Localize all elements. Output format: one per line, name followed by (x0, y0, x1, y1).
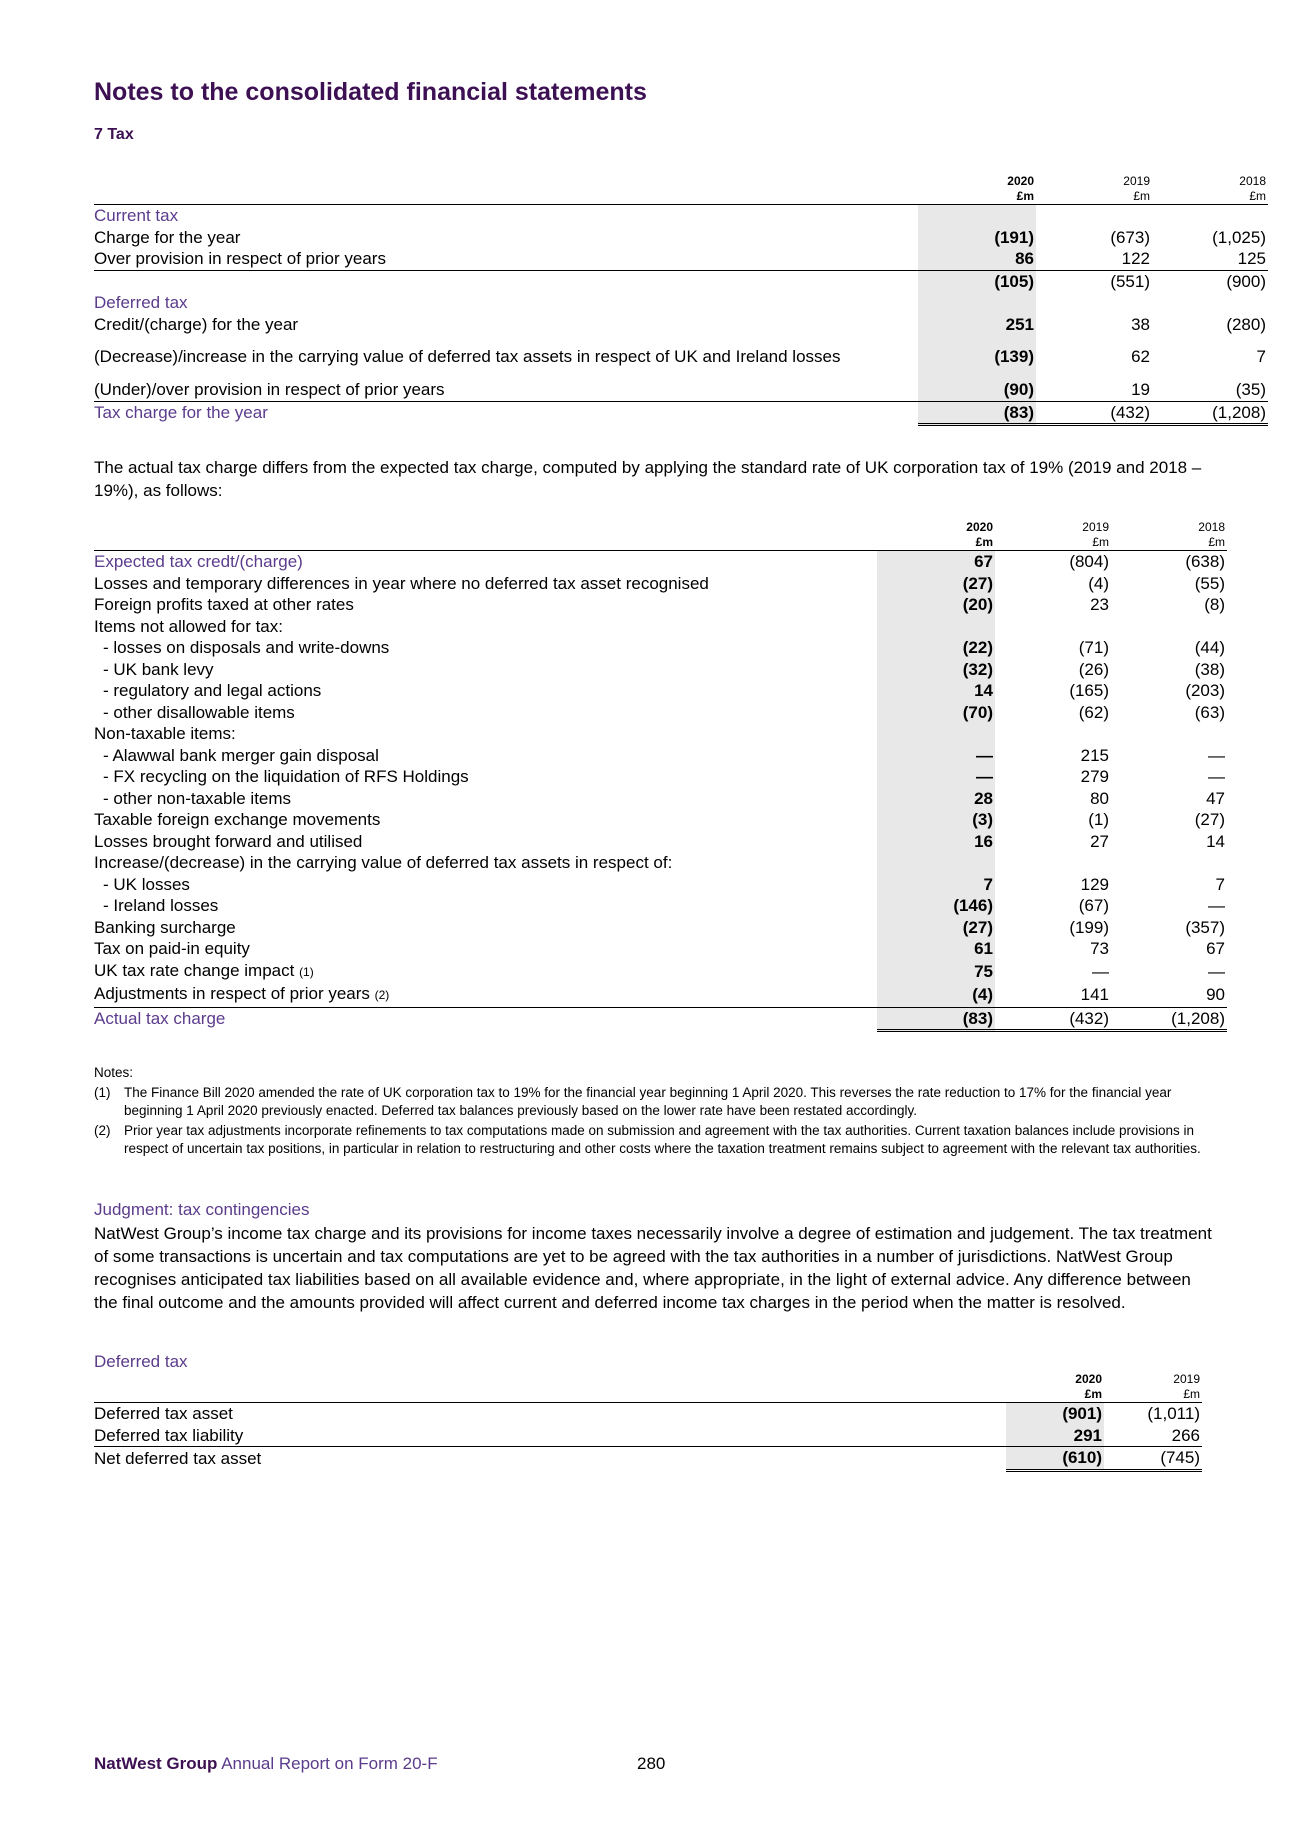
row-label-text: - other non-taxable items (103, 788, 292, 808)
footer-brand: NatWest Group (94, 1754, 218, 1773)
row-label: Deferred tax asset (94, 1404, 233, 1423)
col-2019: 2019 (1173, 1372, 1200, 1386)
table-row (94, 745, 1227, 767)
row-label-text: Adjustments in respect of prior years (94, 984, 370, 1003)
total-row (94, 1007, 1227, 1031)
value-2018: 14 (1206, 831, 1225, 851)
judgment-heading: Judgment: tax contingencies (94, 1200, 310, 1219)
row-label: Deferred tax liability (94, 1425, 244, 1445)
row-label (94, 766, 877, 788)
value-2019: 23 (1090, 595, 1109, 614)
row-label-text: - losses on disposals and write-downs (103, 638, 390, 657)
value-2020 (877, 723, 995, 745)
row-label (94, 809, 877, 831)
value-2019: 266 (1171, 1425, 1200, 1445)
value-2020: (20) (877, 594, 995, 616)
total-2019: (432) (1036, 401, 1152, 425)
subtotal-row (94, 270, 1268, 292)
unit-2019: £m (1104, 1387, 1202, 1403)
table-row (94, 874, 1227, 896)
row-label (94, 659, 877, 681)
subtotal-2020: (105) (918, 270, 1036, 292)
table-header-years (94, 516, 1227, 535)
row-label: (Under)/over provision in respect of prior years (94, 380, 445, 399)
row-label-text: UK tax rate change impact (94, 960, 295, 980)
row-label: Charge for the year (94, 227, 241, 247)
value-2018: 67 (1206, 939, 1225, 958)
value-2018: (203) (1185, 681, 1225, 700)
total-2018: (1,208) (1152, 401, 1268, 425)
table-header-units (94, 535, 1227, 551)
total-row (94, 1447, 1202, 1471)
table-header-years (94, 1372, 1202, 1387)
row-label (94, 938, 877, 960)
unit-2020: £m (1006, 1387, 1104, 1403)
row-label (94, 983, 877, 1007)
row-label (94, 874, 877, 896)
table-row (94, 314, 1268, 336)
value-2019: 80 (1090, 788, 1109, 808)
row-label: Credit/(charge) for the year (94, 314, 299, 334)
value-2020: — (877, 766, 995, 788)
value-2020: 75 (877, 960, 995, 984)
table-row (94, 227, 1268, 249)
value-2018: 7 (1256, 347, 1266, 366)
judgment-text: NatWest Group’s income tax charge and its provisions for income taxes necessarily involve a degree of estimation and judgement. The tax treatment of some transactions is uncertain and tax computations are yet to be agreed with the tax authorities in a number of jurisdictions. NatWest Group recognises anticipated tax liabilities based on all available evidence and, where appropriate, in the light of external advice. Any difference between the final outcome and the amounts provided will affect current and deferred income tax charges in the period when the matter is resolved. (94, 1224, 1212, 1312)
row-label-text: - UK bank levy (103, 659, 214, 679)
table-row (94, 1403, 1202, 1425)
value-2019: 62 (1131, 347, 1150, 366)
row-label-text: Banking surcharge (94, 917, 236, 937)
col-2020: 2020 (1006, 1372, 1104, 1387)
row-label (94, 745, 877, 767)
value-2019: 122 (1121, 249, 1150, 268)
section-title: 7 Tax (94, 126, 134, 143)
row-label-text: Increase/(decrease) in the carrying value of deferred tax assets in respect of: (94, 853, 673, 872)
total-2020: (610) (1006, 1447, 1104, 1471)
value-2018: (63) (1194, 702, 1225, 722)
table-row (94, 551, 1227, 573)
value-2020: (32) (877, 659, 995, 681)
unit-2019: £m (1036, 189, 1152, 205)
total-2020: (83) (877, 1007, 995, 1031)
value-2018: 90 (1206, 985, 1225, 1004)
value-2018: (44) (1194, 638, 1225, 657)
row-label-text: - UK losses (103, 874, 190, 894)
value-2018: (638) (1185, 552, 1225, 571)
value-2019: 27 (1090, 831, 1109, 851)
row-label (94, 895, 877, 917)
value-2018: — (1208, 961, 1225, 981)
table-row (94, 292, 1268, 314)
table-row (94, 960, 1227, 984)
unit-2020: £m (877, 535, 995, 551)
value-2019: 141 (1080, 985, 1109, 1004)
value-2018: 47 (1206, 788, 1225, 808)
value-2020: (90) (918, 379, 1036, 401)
table-row (94, 831, 1227, 853)
row-label-text: Losses and temporary differences in year where no deferred tax asset recognised (94, 573, 709, 593)
row-label (94, 723, 877, 745)
table-row (94, 205, 1268, 227)
total-row (94, 401, 1268, 425)
value-2019: (62) (1078, 702, 1109, 722)
unit-2018: £m (1152, 189, 1268, 205)
value-2020: 14 (877, 680, 995, 702)
table-row (94, 917, 1227, 939)
col-2020: 2020 (877, 516, 995, 535)
row-label: (Decrease)/increase in the carrying value of deferred tax assets in respect of UK and Ireland losses (94, 347, 841, 366)
note-text: Prior year tax adjustments incorporate refinements to tax computations made on submission and agreement with the tax authorities. Current taxation balances include provisions in respect of uncertain tax positions, in particular in relation to restructuring and other costs where the taxation treatment remains subject to agreement with the relevant tax authorities. (124, 1123, 1201, 1156)
value-2019: (67) (1078, 896, 1109, 915)
row-label (94, 551, 877, 573)
value-2019: (71) (1078, 638, 1109, 657)
row-label-text: - other disallowable items (103, 702, 295, 722)
row-label-text: - regulatory and legal actions (103, 681, 322, 700)
col-2018: 2018 (1239, 174, 1266, 188)
note-reference: (1) (299, 964, 314, 979)
value-2020 (877, 852, 995, 874)
value-2020: 291 (1006, 1425, 1104, 1447)
row-label-text: Foreign profits taxed at other rates (94, 595, 354, 614)
value-2020: 67 (877, 551, 995, 573)
table-row (94, 680, 1227, 702)
table-header-units (94, 1387, 1202, 1403)
table-row (94, 637, 1227, 659)
total-label: Tax charge for the year (94, 401, 918, 425)
row-label-text: Tax on paid-in equity (94, 939, 250, 958)
value-2020: 16 (877, 831, 995, 853)
row-label-text: Expected tax credt/(charge) (94, 552, 303, 571)
note-item (94, 1084, 1209, 1120)
value-2020: (139) (918, 335, 1036, 379)
value-2020: (901) (1006, 1403, 1104, 1425)
row-label (94, 616, 877, 638)
deferred-tax-heading: Deferred tax (94, 293, 188, 312)
row-label (94, 831, 877, 853)
table-row (94, 1425, 1202, 1447)
row-label (94, 960, 877, 984)
value-2020: 61 (877, 938, 995, 960)
value-2019: (199) (1069, 917, 1109, 937)
tax-charge-table (94, 170, 1268, 426)
value-2018 (1111, 616, 1227, 638)
value-2019: 279 (1080, 767, 1109, 786)
row-label (94, 594, 877, 616)
value-2020: (146) (877, 895, 995, 917)
value-2020: (27) (877, 917, 995, 939)
row-label-text: - Alawwal bank merger gain disposal (103, 745, 379, 765)
page-number: 280 (637, 1754, 666, 1773)
total-2019: (745) (1104, 1447, 1202, 1471)
row-label-text: Non-taxable items: (94, 724, 236, 743)
value-2020: (191) (918, 227, 1036, 249)
row-label (94, 573, 877, 595)
value-2018: (35) (1235, 380, 1266, 399)
value-2019: 73 (1090, 939, 1109, 958)
row-label (94, 852, 877, 874)
value-2018 (1111, 723, 1227, 745)
table-row (94, 809, 1227, 831)
note-text: The Finance Bill 2020 amended the rate of UK corporation tax to 19% for the financial year beginning 1 April 2020. This reverses the rate reduction to 17% for the financial year beginning 1 April 2020 previously enacted. Deferred tax balances previously based on the lower rate have been restated accordingly. (124, 1085, 1172, 1118)
value-2018: (280) (1226, 314, 1266, 334)
unit-2020: £m (918, 189, 1036, 205)
table-header-units (94, 189, 1268, 205)
value-2019: 19 (1131, 380, 1150, 399)
table-row (94, 616, 1227, 638)
unit-2019: £m (995, 535, 1111, 551)
value-2020: (27) (877, 573, 995, 595)
page-footer (94, 1754, 666, 1774)
table-row (94, 766, 1227, 788)
value-2020: 86 (918, 248, 1036, 270)
value-2018: 7 (1215, 874, 1225, 894)
table-row (94, 983, 1227, 1007)
value-2020: 28 (877, 788, 995, 810)
value-2020: (22) (877, 637, 995, 659)
value-2019 (995, 723, 1111, 745)
value-2019 (995, 852, 1111, 874)
value-2019: 129 (1080, 874, 1109, 894)
value-2018: — (1208, 745, 1225, 765)
notes-heading: Notes: (94, 1065, 134, 1080)
row-label-text: - Ireland losses (103, 896, 219, 915)
total-label: Net deferred tax asset (94, 1447, 1006, 1471)
table-row (94, 702, 1227, 724)
table-row (94, 788, 1227, 810)
value-2018: (357) (1185, 917, 1225, 937)
value-2020: (70) (877, 702, 995, 724)
value-2019: — (1092, 961, 1109, 981)
current-tax-heading: Current tax (94, 206, 179, 225)
row-label (94, 680, 877, 702)
row-label-text: Taxable foreign exchange movements (94, 810, 381, 829)
value-2018: — (1208, 896, 1225, 915)
notes-block (94, 1064, 1209, 1160)
value-2018: (1,025) (1212, 227, 1266, 247)
table-row (94, 248, 1268, 270)
row-label (94, 917, 877, 939)
col-2019: 2019 (1082, 520, 1109, 534)
col-2019: 2019 (1123, 174, 1150, 188)
table-row (94, 659, 1227, 681)
table-row (94, 723, 1227, 745)
row-label-text: Items not allowed for tax: (94, 616, 283, 636)
total-2018: (1,208) (1111, 1007, 1227, 1031)
unit-2018: £m (1111, 535, 1227, 551)
total-2019: (432) (995, 1007, 1111, 1031)
value-2019 (995, 616, 1111, 638)
footer-doc-title: Annual Report on Form 20-F (221, 1754, 438, 1773)
tax-reconciliation-table (94, 516, 1227, 1032)
value-2019: (4) (1088, 573, 1109, 593)
value-2019: (26) (1078, 659, 1109, 679)
row-label: Over provision in respect of prior years (94, 249, 386, 268)
deferred-heading: Deferred tax (94, 1352, 188, 1371)
value-2020: 7 (877, 874, 995, 896)
table-row (94, 573, 1227, 595)
subtotal-2019: (551) (1036, 270, 1152, 292)
value-2019: 215 (1080, 745, 1109, 765)
total-2020: (83) (918, 401, 1036, 425)
table-row (94, 938, 1227, 960)
value-2019: (1,011) (1147, 1404, 1200, 1423)
col-2020: 2020 (918, 170, 1036, 189)
value-2019: (673) (1110, 227, 1150, 247)
value-2018: (55) (1194, 573, 1225, 593)
row-label-text: - FX recycling on the liquidation of RFS Holdings (103, 767, 469, 786)
table-row (94, 852, 1227, 874)
value-2019: 38 (1131, 314, 1150, 334)
row-label (94, 637, 877, 659)
page-title: Notes to the consolidated financial statements (94, 78, 647, 106)
value-2018 (1111, 852, 1227, 874)
total-label: Actual tax charge (94, 1007, 877, 1031)
value-2020: 251 (918, 314, 1036, 336)
row-label (94, 702, 877, 724)
value-2019: (804) (1069, 552, 1109, 571)
value-2018: — (1208, 767, 1225, 786)
table-row (94, 335, 1268, 379)
value-2020 (877, 616, 995, 638)
row-label (94, 788, 877, 810)
deferred-tax-table (94, 1372, 1202, 1472)
subtotal-2018: (900) (1152, 270, 1268, 292)
table-header-years (94, 170, 1268, 189)
col-2018: 2018 (1198, 520, 1225, 534)
intro-paragraph: The actual tax charge differs from the expected tax charge, computed by applying the standard rate of UK corporation tax of 19% (2019 and 2018 – 19%), as follows: (94, 458, 1202, 500)
value-2019: (165) (1069, 681, 1109, 700)
value-2020: (4) (877, 983, 995, 1007)
value-2018: (27) (1194, 810, 1225, 829)
table-row (94, 379, 1268, 401)
value-2018: (38) (1194, 659, 1225, 679)
value-2018: (8) (1204, 595, 1225, 614)
value-2020: — (877, 745, 995, 767)
note-item (94, 1122, 1209, 1158)
table-row (94, 895, 1227, 917)
note-label: (2) (94, 1123, 111, 1138)
value-2019: (1) (1088, 810, 1109, 829)
value-2020: (3) (877, 809, 995, 831)
row-label-text: Losses brought forward and utilised (94, 831, 363, 851)
note-label: (1) (94, 1085, 111, 1100)
note-reference: (2) (374, 988, 390, 1002)
table-row (94, 594, 1227, 616)
value-2018: 125 (1237, 249, 1266, 268)
